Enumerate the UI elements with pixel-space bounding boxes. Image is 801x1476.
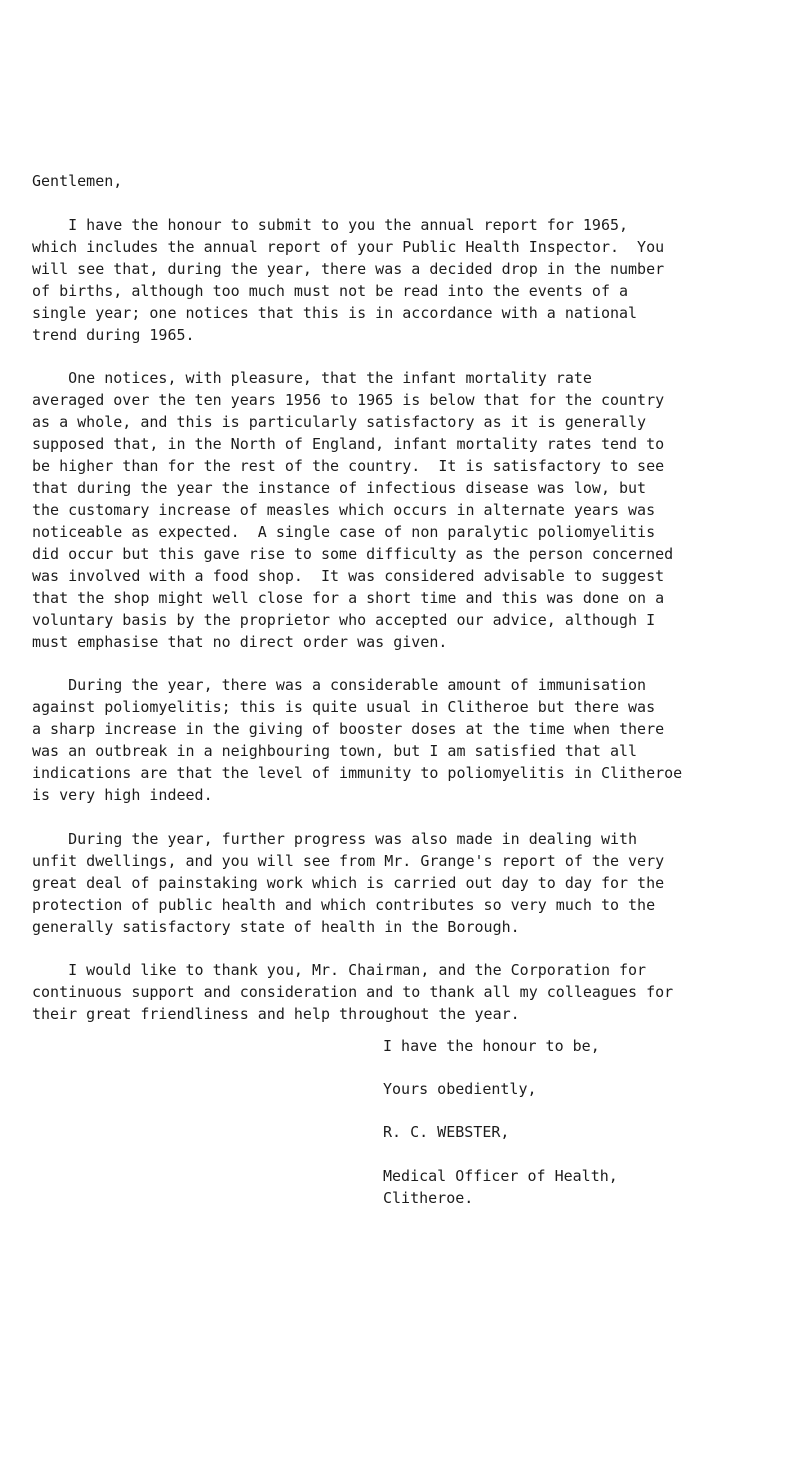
- text-line: their great friendliness and help throughout the year.: [32, 1005, 520, 1023]
- text-line: is very high indeed.: [32, 786, 213, 804]
- text-line: trend during 1965.: [32, 326, 195, 344]
- paragraph-infant-mortality: [32, 367, 801, 653]
- text-line: did occur but this gave rise to some difficulty as the person concerned: [32, 545, 674, 563]
- text-line: that during the year the instance of infectious disease was low, but: [32, 479, 647, 497]
- salutation: Gentlemen,: [32, 172, 123, 190]
- text-line: continuous support and consideration and to thank all my colleagues for: [32, 983, 674, 1001]
- signatory-place: Clitheroe.: [383, 1189, 474, 1207]
- text-line: generally satisfactory state of health in the Borough.: [32, 918, 520, 936]
- text-line: a sharp increase in the giving of booster doses at the time when there: [32, 720, 665, 738]
- text-line: the customary increase of measles which occurs in alternate years was: [32, 501, 656, 519]
- text-line: of births, although too much must not be read into the events of a: [32, 282, 629, 300]
- text-line: single year; one notices that this is in accordance with a national: [32, 304, 638, 322]
- signatory-name: R. C. WEBSTER,: [383, 1123, 510, 1141]
- text-line: great deal of painstaking work which is carried out day to day for the: [32, 874, 665, 892]
- text-line: that the shop might well close for a short time and this was done on a: [32, 589, 665, 607]
- text-line: voluntary basis by the proprietor who accepted our advice, although I: [32, 611, 656, 629]
- text-line: was involved with a food shop. It was considered advisable to suggest: [32, 567, 665, 585]
- paragraph-thanks: [32, 959, 801, 1025]
- text-line: protection of public health and which contributes so very much to the: [32, 896, 656, 914]
- text-line: which includes the annual report of your Public Health Inspector. You: [32, 238, 665, 256]
- text-line: as a whole, and this is particularly satisfactory as it is generally: [32, 413, 647, 431]
- signatory-title: Medical Officer of Health,: [383, 1167, 618, 1185]
- paragraph-annual-report: [32, 214, 801, 346]
- closing-yours: Yours obediently,: [383, 1080, 537, 1098]
- text-line: unfit dwellings, and you will see from Mr. Grange's report of the very: [32, 852, 665, 870]
- text-line: During the year, further progress was also made in dealing with: [32, 830, 638, 848]
- paragraph-unfit-dwellings: [32, 828, 801, 938]
- text-line: supposed that, in the North of England, infant mortality rates tend to: [32, 435, 665, 453]
- closing-honour: I have the honour to be,: [383, 1037, 600, 1055]
- text-line: indications are that the level of immunity to poliomyelitis in Clitheroe: [32, 764, 683, 782]
- text-line: noticeable as expected. A single case of non paralytic poliomyelitis: [32, 523, 656, 541]
- text-line: was an outbreak in a neighbouring town, but I am satisfied that all: [32, 742, 638, 760]
- text-line: One notices, with pleasure, that the infant mortality rate: [32, 369, 592, 387]
- text-line: must emphasise that no direct order was given.: [32, 633, 448, 651]
- text-line: I would like to thank you, Mr. Chairman, and the Corporation for: [32, 961, 647, 979]
- paragraph-immunisation: [32, 674, 801, 806]
- text-line: against poliomyelitis; this is quite usual in Clitheroe but there was: [32, 698, 656, 716]
- text-line: During the year, there was a considerable amount of immunisation: [32, 676, 647, 694]
- text-line: be higher than for the rest of the country. It is satisfactory to see: [32, 457, 665, 475]
- text-line: will see that, during the year, there was a decided drop in the number: [32, 260, 665, 278]
- text-line: I have the honour to submit to you the annual report for 1965,: [32, 216, 629, 234]
- text-line: averaged over the ten years 1956 to 1965 is below that for the country: [32, 391, 665, 409]
